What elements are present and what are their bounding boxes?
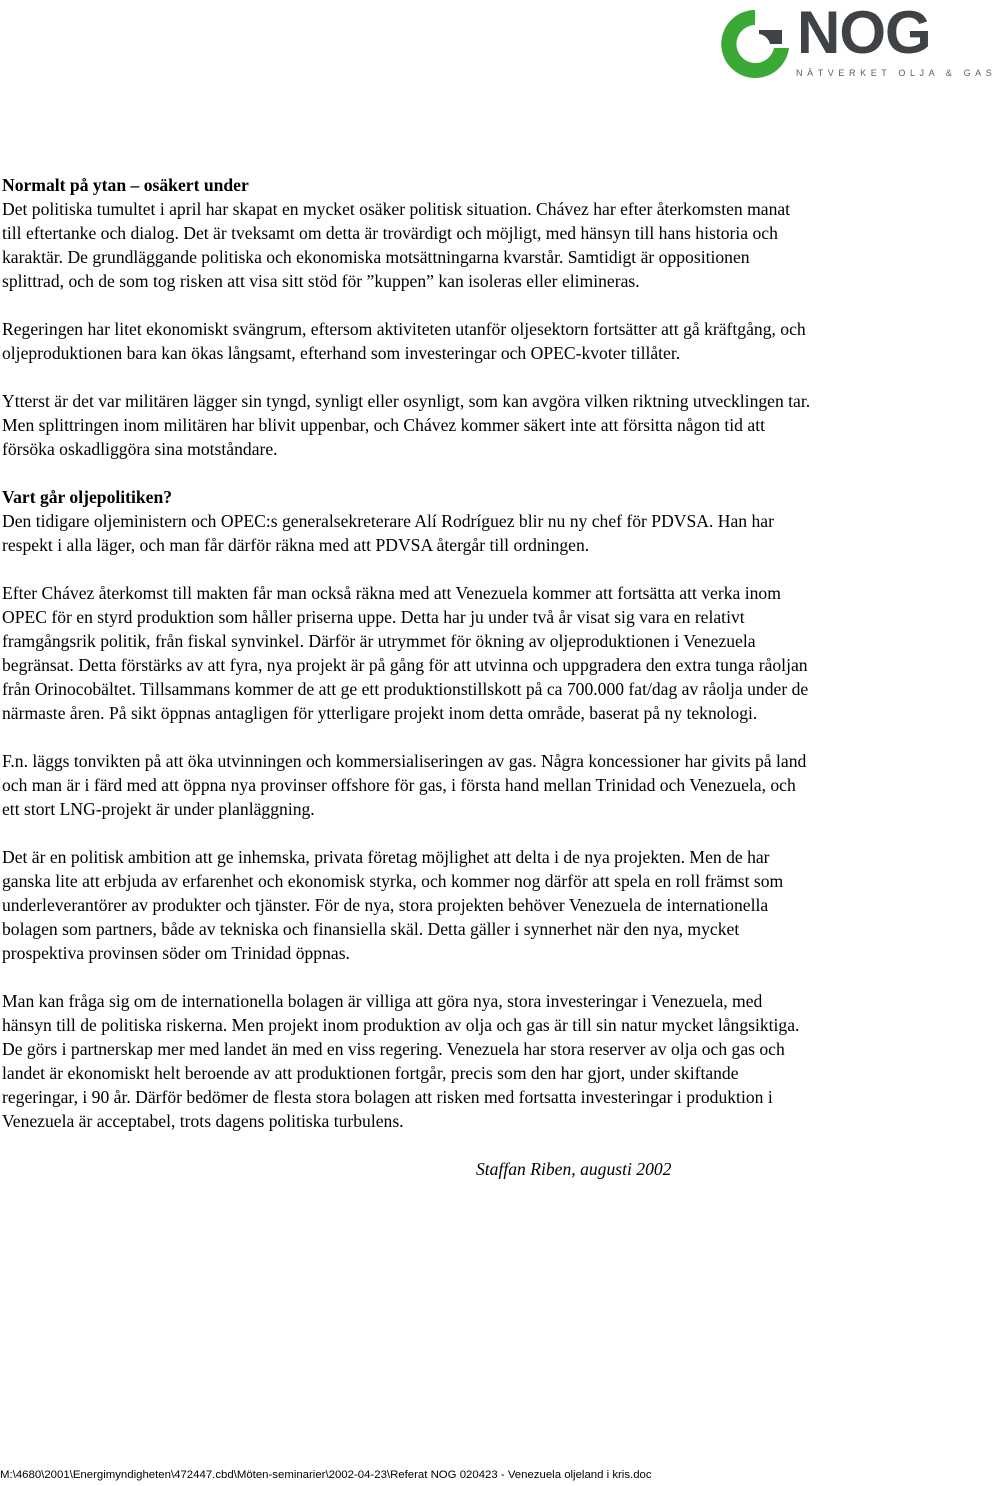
paragraph <box>2 749 814 821</box>
footer-file-path: M:\4680\2001\Energimyndigheten\472447.cbd\Möten-seminarier\2002-04-23\Referat NOG 020423 - Venezuela oljeland i kris.doc <box>0 1469 652 1481</box>
nog-ring-logo-icon <box>712 4 798 84</box>
paragraph <box>2 989 814 1133</box>
paragraph-text: F.n. läggs tonvikten på att öka utvinningen och kommersialiseringen av gas. Några koncessioner har givits på land och man är i färd med att öppna nya provinser offshore för gas, i första hand mellan Trinidad och Venezuela, och ett stort LNG-projekt är under planläggning. <box>2 751 807 819</box>
author-signature: Staffan Riben, augusti 2002 <box>476 1159 672 1179</box>
section-heading: Vart går oljepolitiken? <box>2 487 173 507</box>
logo-tagline: NÄTVERKET OLJA & GAS <box>796 68 996 78</box>
paragraph-text: Man kan fråga sig om de internationella bolagen är villiga att göra nya, stora investeringar i Venezuela, med hänsyn till de politiska riskerna. Men projekt inom produktion av olja och gas är till sin natur mycket långsiktiga. De görs i partnerskap mer med landet än med en viss regering. Venezuela har stora reserver av olja och gas och landet är ekonomiskt helt beroende av att produktionen fortgår, precis som den har gjort, under skiftande regeringar, i 90 år. Därför bedömer de flesta stora bolagen att risken med fortsatta investeringar i produktion i Venezuela är acceptabel, trots dagens politiska turbulens. <box>2 991 800 1131</box>
paragraph-text: Den tidigare oljeministern och OPEC:s generalsekreterare Alí Rodríguez blir nu ny chef för PDVSA. Han har respekt i alla läger, och man får därför räkna med att PDVSA återgår till ordningen. <box>2 511 774 555</box>
paragraph-text: Regeringen har litet ekonomiskt svängrum, eftersom aktiviteten utanför oljesektorn fortsätter att gå kräftgång, och oljeproduktionen bara kan ökas långsamt, efterhand som investeringar och OPEC-kvoter tillåter. <box>2 319 806 363</box>
logo-name: NOG <box>797 0 931 66</box>
paragraph <box>2 389 814 461</box>
paragraph-text: Ytterst är det var militären lägger sin tyngd, synligt eller osynligt, som kan avgöra vilken riktning utvecklingen tar. Men splittringen inom militären har blivit uppenbar, och Chávez kommer säkert inte att försitta någon tid att försöka oskadliggöra sina motståndare. <box>2 391 811 459</box>
paragraph <box>2 317 814 365</box>
paragraph <box>2 485 814 557</box>
paragraph <box>2 581 814 725</box>
paragraph-text: Efter Chávez återkomst till makten får man också räkna med att Venezuela kommer att fortsätta att verka inom OPEC för en styrd produktion som håller priserna uppe. Detta har ju under två år visat sig vara en relativt framgångsrik politik, från fiskal synvinkel. Därför är utrymmet för ökning av oljeproduktionen i Venezuela begränsat. Detta förstärks av att fyra, nya projekt är på gång för att utvinna och uppgradera den extra tunga råoljan från Orinocobältet. Tillsammans kommer de att ge ett produktionstillskott på ca 700.000 fat/dag av råolja under de närmaste åren. På sikt öppnas antagligen för ytterligare projekt inom detta område, baserat på ny teknologi. <box>2 583 809 723</box>
paragraph-text: Det politiska tumultet i april har skapat en mycket osäker politisk situation. Chávez har efter återkomsten manat till eftertanke och dialog. Det är tveksamt om detta är trovärdigt och möjligt, med hänsyn till hans historia och karaktär. De grundläggande politiska och ekonomiska motsättningarna kvarstår. Samtidigt är oppositionen splittrad, och de som tog risken att visa sitt stöd för ”kuppen” kan isoleras eller elimineras. <box>2 199 791 291</box>
paragraph-text: Det är en politisk ambition att ge inhemska, privata företag möjlighet att delta i de nya projekten. Men de har ganska lite att erbjuda av erfarenhet och ekonomisk styrka, och kommer nog därför att spela en roll främst som underleverantörer av produkter och tjänster. För de nya, stora projekten behöver Venezuela de internationella bolagen som partners, både av tekniska och finansiella skäl. Detta gäller i synnerhet när den nya, mycket prospektiva provinsen söder om Trinidad öppnas. <box>2 847 784 963</box>
paragraph <box>2 173 814 293</box>
section-heading: Normalt på ytan – osäkert under <box>2 175 249 195</box>
nog-logo <box>712 0 996 84</box>
paragraph <box>2 845 814 965</box>
article-body <box>2 173 814 1205</box>
